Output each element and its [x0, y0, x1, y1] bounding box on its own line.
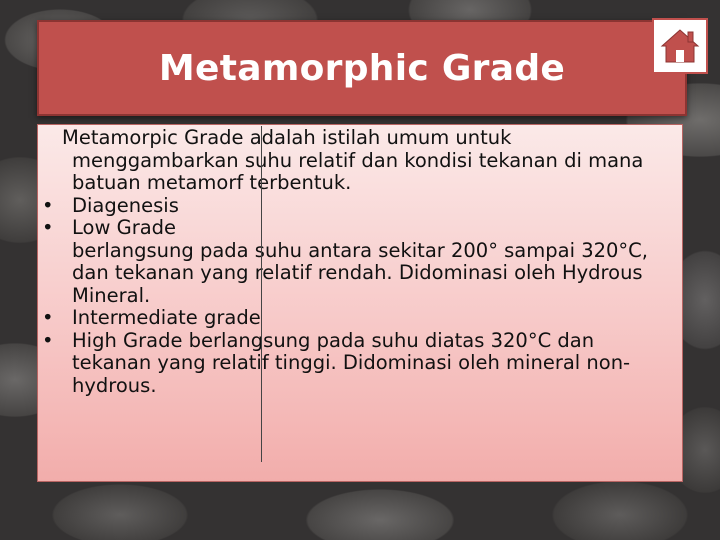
home-button[interactable]	[652, 18, 708, 74]
list-item-label: Low Grade	[72, 216, 177, 239]
bullet-dot: •	[42, 216, 54, 239]
bullet-list	[42, 193, 668, 240]
home-icon	[658, 24, 702, 68]
intro-paragraph: Metamorpic Grade adalah istilah umum untuk menggambarkan suhu relatif dan kondisi tekanan di mana batuan metamorf terbentuk.	[62, 126, 644, 194]
list-item-high-grade	[42, 328, 668, 398]
bullet-list-continued	[42, 306, 668, 397]
list-item-diagenesis	[42, 193, 668, 218]
bullet-dot: •	[42, 193, 54, 217]
list-item-label: Diagenesis	[72, 193, 179, 217]
vertical-divider-line	[261, 126, 262, 462]
slide-title: Metamorphic Grade	[158, 47, 566, 89]
list-item-label: Intermediate grade	[72, 306, 261, 329]
list-item-label: High Grade berlangsung pada suhu diatas 320°C dan tekanan yang relatif tinggi. Didominasi oleh mineral non-hydrous.	[72, 328, 631, 397]
low-grade-detail: berlangsung pada suhu antara sekitar 200° sampai 320°C, dan tekanan yang relatif rendah. Didominasi oleh Hydrous Mineral.	[72, 238, 648, 307]
list-item-low-grade	[42, 216, 668, 240]
bullet-dot: •	[42, 328, 54, 352]
title-banner	[37, 20, 687, 116]
list-item-intermediate-grade	[42, 306, 668, 330]
content-panel	[37, 124, 683, 482]
bullet-dot: •	[42, 306, 54, 329]
